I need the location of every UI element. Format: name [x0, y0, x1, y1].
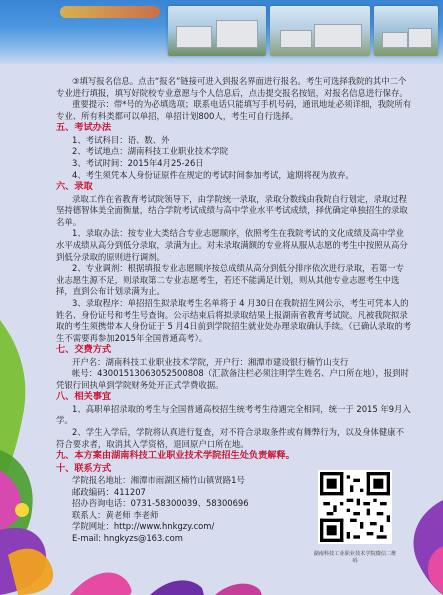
section-payment-heading: 七、交费方式 [56, 344, 112, 356]
important-note: 重要提示：带*号的为必填选项；联系电话只能填写手机号码，通讯地址必须详细，我院所有专业、所有科类都可以单招，单招计划800人，考生可自行选择。 [56, 99, 412, 121]
section-contact-heading: 十、联系方式 [56, 462, 112, 474]
contact-address: 学院报名地址：湘潭市雨湖区楠竹山镇贤路1号 [72, 475, 245, 486]
flower-decoration-bottom [70, 573, 262, 595]
exam-location: 2、考试地点：湖南科技工业职业技术学院 [72, 146, 229, 157]
section-exam-heading: 五、考试办法 [56, 122, 112, 134]
wechat-qr-block [312, 470, 398, 565]
campus-photo-2 [270, 6, 370, 56]
bank-account-name: 开户名：湖南科技工业职业技术学院，开户行：湘潭市建设银行楠竹山支行 [72, 356, 349, 367]
related-item-1: 1、高职单招录取的考生与全国普通高校招生统考考生待遇完全相同，统一于 2015 年9月入学。 [56, 403, 411, 426]
exam-time: 3、考试时间：2015年4月25-26日 [72, 157, 204, 168]
flower-decoration-right [414, 500, 443, 595]
contact-website[interactable]: 学院网址：http://www.hnkgzy.com/ [72, 521, 215, 532]
building-shape [176, 26, 212, 48]
building-shape [382, 32, 408, 48]
section-admission-heading: 六、录取 [56, 181, 93, 193]
contact-phone: 招办咨询电话：0731-58300039、58300696 [72, 498, 249, 509]
banner-logo-ribbon [60, 6, 160, 18]
bank-account-number: 帐号：43001513063052500808（汇款备注栏必须注明学生姓名、户口所在地），报到时凭银行回执单到学院财务处开正式学费收据。 [56, 368, 409, 390]
header-banner [0, 0, 443, 64]
admission-procedure: 3、录取程序：单招招生拟录取考生名单将于 4 月30日在我院招生网公示，考生可凭本人的姓名、身份证号和考生号查询。公示结束后将拟录取结果上报湖南省教育考试院。凡被我院拟录取的考生须携带本人身份证于 5 月4日前到学院招生就业处办理录取确认手续。（已确认录取的考生不需要再参加2015年全国普通高考）。 [56, 297, 412, 343]
wechat-qr-code [318, 470, 392, 544]
campus-photo-1 [168, 6, 266, 56]
admission-intro: 录取工作在省教育考试院领导下，由学院统一录取，录取分数线由我院自行划定，录取过程坚持德智体美全面衡量，结合学院考试成绩与高中学业水平考试成绩，择优确定单独招生的录取名单。 [56, 193, 408, 227]
campus-photo-3 [374, 6, 438, 56]
step-fill-info: ③填写报名信息。点击“报名”链接可进入到报名界面进行报名。考生可选择我院的其中二个专业进行填报，填写好院校专业意愿与个人信息后，点击提交报名按钮，对报名信息进行保存。 [56, 76, 408, 98]
section-related-heading: 八、相关事宜 [56, 391, 112, 403]
exam-id-requirement: 4、考生须凭本人身份证原件在规定的考试时间参加考试，逾期将视为放弃。 [72, 169, 354, 180]
qr-caption: 湖南科技工业职业技术学院微信二维码 [313, 551, 397, 564]
building-shape [408, 28, 432, 48]
contact-person: 联系人：黄老师 李老师 [72, 509, 159, 520]
building-shape [216, 20, 258, 48]
building-shape [314, 24, 362, 48]
admission-method: 1、录取办法：按专业大类结合专业志愿顺序，依照考生在我院考试的文化成绩及高中学业水平成绩从高分到低分录取，录满为止。对未录取满额的专业将从服从志愿的考生中按照从高分到低分录取的原则进行调剂。 [56, 228, 408, 262]
flower-decoration-left [0, 320, 53, 595]
exam-subjects: 1、考试科目：语、数、外 [72, 134, 170, 145]
interpretation-note: 九、本方案由湖南科技工业职业技术学院招生处负责解释。 [56, 450, 295, 462]
major-adjustment: 2、专业调剂：根据填报专业志愿顺序按总成绩从高分到低分排序依次进行录取，若第一专业志愿生源不足，则录取第二专业志愿考生，若还不能满足计划，则从其他专业志愿考生中选择，直到公布计划录满为止。 [56, 263, 404, 297]
contact-email[interactable]: E-mail: hngkyzs@163.com [72, 533, 183, 544]
related-item-2: 2、学生入学后，学院将认真进行复查，对不符合录取条件或有舞弊行为，以及身体健康不符合要求者，取消其入学资格，退回原户口所在地。 [56, 427, 404, 449]
contact-zip: 邮政编码：411207 [72, 486, 146, 497]
building-shape [280, 30, 312, 48]
